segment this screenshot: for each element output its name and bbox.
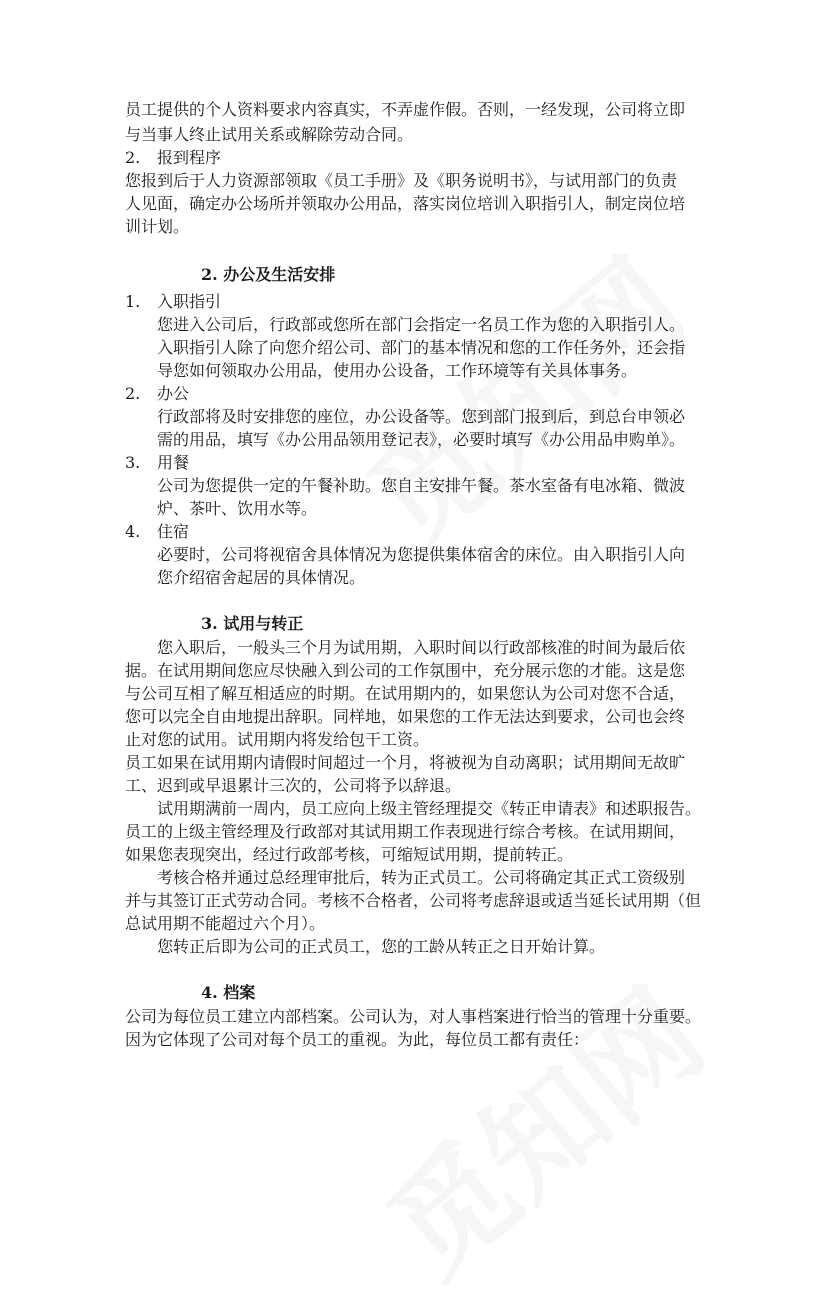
list-number: 1. — [125, 292, 141, 311]
list-number: 3. — [125, 453, 141, 472]
paragraph-line: 因为它体现了公司对每个员工的重视。为此，每位员工都有责任： — [125, 1030, 590, 1049]
paragraph-line: 止对您的试用。试用期内将发给包干工资。 — [125, 730, 430, 749]
paragraph-line: 据。在试用期间您应尽快融入到公司的工作氛围中，充分展示您的才能。这是您 — [125, 661, 686, 680]
list-item-title: 办公 — [157, 384, 190, 403]
paragraph-line: 您可以完全自由地提出辞职。同样地，如果您的工作无法达到要求，公司也会终 — [125, 707, 686, 726]
intro-line: 员工提供的个人资料要求内容真实，不弄虚作假。否则，一经发现，公司将立即 — [125, 100, 686, 119]
paragraph-line: 与公司互相了解互相适应的时期。在试用期内的，如果您认为公司对您不合适， — [125, 684, 686, 703]
paragraph-line: 工、迟到或早退累计三次的，公司将予以辞退。 — [125, 776, 462, 795]
list-item-line: 行政部将及时安排您的座位，办公设备等。您到部门报到后，到总台申领必 — [157, 407, 686, 426]
section-heading: 3. 试用与转正 — [201, 614, 304, 633]
list-item-title: 报到程序 — [157, 148, 222, 167]
list-item-title: 住宿 — [157, 522, 190, 541]
intro-line: 与当事人终止试用关系或解除劳动合同。 — [125, 125, 414, 144]
section-heading: 2. 办公及生活安排 — [201, 265, 336, 284]
paragraph-line: 员工的上级主管经理及行政部对其试用期工作表现进行综合考核。在试用期间， — [125, 822, 686, 841]
paragraph-line: 训计划。 — [125, 217, 190, 236]
paragraph-line: 公司为每位员工建立内部档案。公司认为，对人事档案进行恰当的管理十分重要。 — [125, 1007, 702, 1026]
section-heading: 4. 档案 — [201, 983, 256, 1002]
paragraph-line: 您报到后于人力资源部领取《员工手册》及《职务说明书》，与试用部门的负责 — [125, 171, 678, 190]
paragraph-line: 您转正后即为公司的正式员工，您的工龄从转正之日开始计算。 — [157, 937, 606, 956]
paragraph-line: 员工如果在试用期内请假时间超过一个月，将被视为自动离职；试用期间无故旷 — [125, 753, 686, 772]
paragraph-line: 并与其签订正式劳动合同。考核不合格者，公司将考虑辞退或适当延长试用期（但 — [125, 891, 702, 910]
list-item-line: 需的用品，填写《办公用品领用登记表》，必要时填写《办公用品申购单》。 — [157, 430, 686, 449]
list-item-title: 入职指引 — [157, 292, 222, 311]
paragraph-line: 如果您表现突出，经过行政部考核，可缩短试用期，提前转正。 — [125, 845, 574, 864]
paragraph-line: 考核合格并通过总经理审批后，转为正式员工。公司将确定其正式工资级别 — [157, 868, 686, 887]
watermark-text — [327, 214, 713, 577]
list-item-line: 炉、茶叶、饮用水等。 — [157, 499, 318, 518]
list-item-line: 导您如何领取办公用品，使用办公设备，工作环境等有关具体事务。 — [157, 361, 638, 380]
list-item-title: 用餐 — [157, 453, 190, 472]
paragraph-line: 人见面，确定办公场所并领取办公用品，落实岗位培训入职指引人，制定岗位培 — [125, 194, 686, 213]
watermark-text-bottom — [347, 944, 733, 1307]
list-item-line: 入职指引人除了向您介绍公司、部门的基本情况和您的工作任务外，还会指 — [157, 338, 686, 357]
list-number: 4. — [125, 522, 141, 541]
paragraph-line: 试用期满前一周内，员工应向上级主管经理提交《转正申请表》和述职报告。 — [157, 799, 702, 818]
paragraph-line: 总试用期不能超过六个月）。 — [125, 914, 326, 933]
list-number: 2. — [125, 148, 141, 167]
list-item-line: 公司为您提供一定的午餐补助。您自主安排午餐。茶水室备有电冰箱、微波 — [157, 476, 686, 495]
list-item-line: 您介绍宿舍起居的具体情况。 — [157, 568, 366, 587]
list-number: 2. — [125, 384, 141, 403]
paragraph-line: 您入职后，一般头三个月为试用期，入职时间以行政部核准的时间为最后依 — [157, 638, 686, 657]
list-item-line: 您进入公司后，行政部或您所在部门会指定一名员工作为您的入职指引人。 — [157, 315, 686, 334]
list-item-line: 必要时，公司将视宿舍具体情况为您提供集体宿舍的床位。由入职指引人向 — [157, 545, 686, 564]
